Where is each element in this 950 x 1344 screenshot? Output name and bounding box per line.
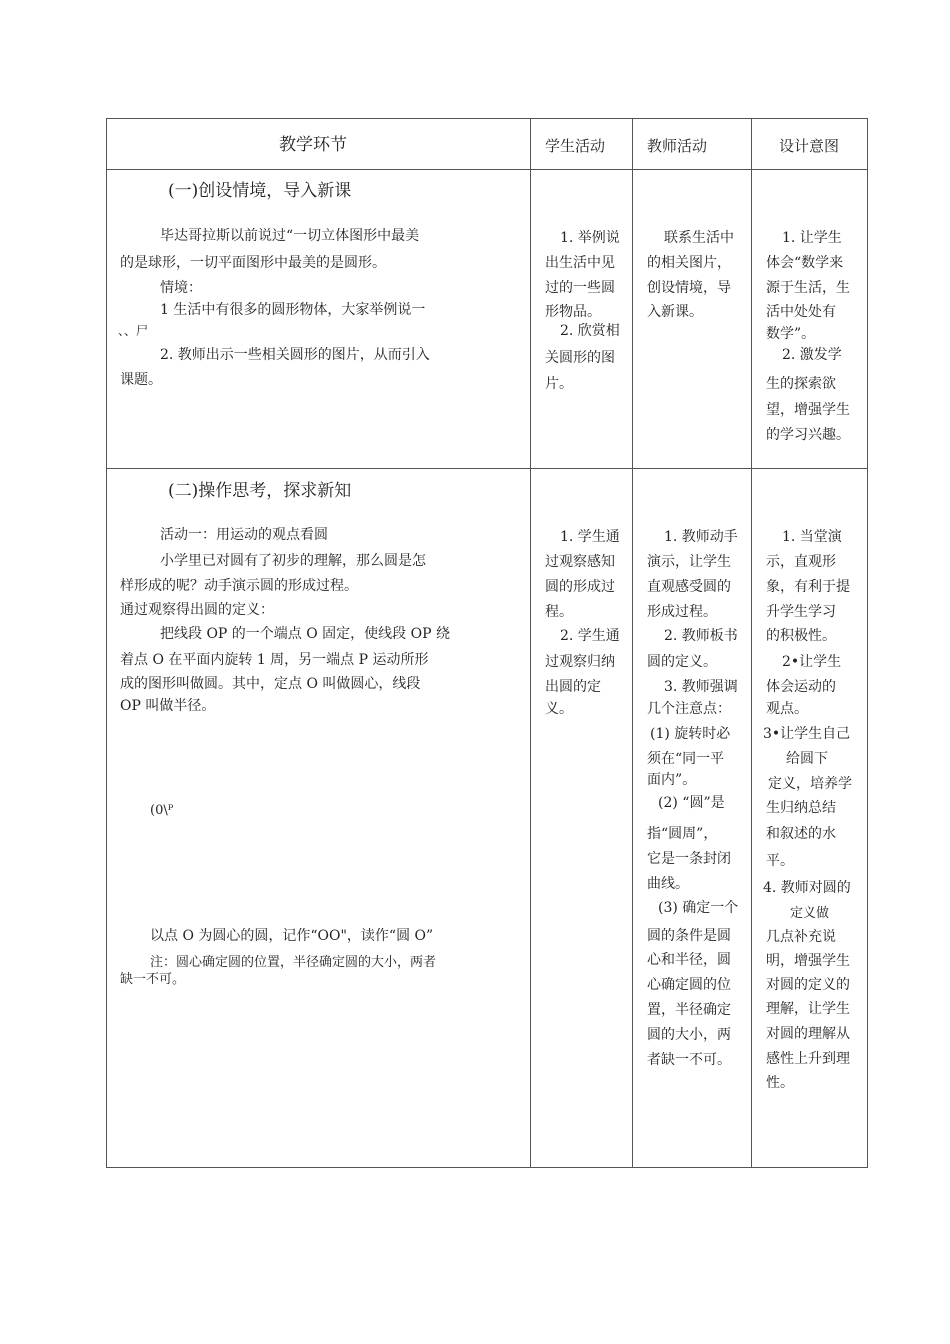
header-divider bbox=[106, 169, 868, 170]
design-intent-line: 生的探索欲 bbox=[766, 376, 836, 392]
column-divider bbox=[530, 118, 531, 1168]
student-activity-line: 1. 举例说 bbox=[560, 230, 620, 246]
body-line: 情境： bbox=[160, 280, 202, 296]
design-intent-line: 活中处处有 bbox=[766, 304, 836, 320]
body-line: 样形成的呢？动手演示圆的形成过程。 bbox=[120, 578, 358, 594]
body-line: 1 生活中有很多的圆形物体，大家举例说一 bbox=[160, 302, 426, 318]
teacher-activity-line: 直观感受圆的 bbox=[647, 579, 731, 595]
design-intent-line: 平。 bbox=[766, 853, 794, 869]
design-intent-line: 理解，让学生 bbox=[766, 1001, 850, 1017]
body-line: 活动一：用运动的观点看圆 bbox=[160, 527, 328, 543]
teacher-activity-line: 演示，让学生 bbox=[647, 554, 731, 570]
body-line: 把线段 OP 的一个端点 O 固定，使线段 OP 绕 bbox=[160, 626, 450, 642]
design-intent-line: 的学习兴趣。 bbox=[766, 427, 850, 443]
section-title: (二)操作思考，探求新知 bbox=[168, 481, 352, 501]
student-activity-line: 过观察归纳 bbox=[545, 654, 615, 670]
design-intent-line: 定义做 bbox=[790, 906, 830, 921]
student-activity-line: 过的一些圆 bbox=[545, 280, 615, 296]
teacher-activity-line: 者缺一不可。 bbox=[647, 1052, 731, 1068]
design-intent-line: 2•让学生 bbox=[782, 654, 842, 670]
design-intent-line: 几点补充说 bbox=[766, 929, 836, 945]
teacher-activity-line: 圆的大小，两 bbox=[647, 1027, 731, 1043]
student-activity-line: 圆的形成过 bbox=[545, 579, 615, 595]
design-intent-line: 数学”。 bbox=[766, 326, 816, 342]
note-line: 缺一不可。 bbox=[120, 972, 186, 987]
design-intent-line: 对圆的定义的 bbox=[766, 977, 850, 993]
row-divider bbox=[106, 468, 868, 469]
design-intent-line: 定义，培养学 bbox=[768, 776, 852, 792]
design-intent-line: 源于生活，生 bbox=[766, 280, 850, 296]
body-line: 通过观察得出圆的定义： bbox=[120, 602, 274, 618]
note-line: 注：圆心确定圆的位置，半径确定圆的大小，两者 bbox=[150, 955, 437, 970]
table-border-left bbox=[106, 118, 107, 1168]
design-intent-line: 2. 激发学 bbox=[782, 347, 842, 363]
teacher-activity-line: 1. 教师动手 bbox=[664, 529, 738, 545]
student-activity-line: 2. 欣赏相 bbox=[560, 323, 620, 339]
teacher-activity-line: 曲线。 bbox=[647, 876, 689, 892]
design-intent-line: 体会运动的 bbox=[766, 679, 836, 695]
teacher-activity-line: 2. 教师板书 bbox=[664, 628, 738, 644]
teacher-activity-line: 心和半径，圆 bbox=[647, 952, 731, 968]
design-intent-line: 望，增强学生 bbox=[766, 402, 850, 418]
header-teacher-activity: 教师活动 bbox=[647, 137, 708, 155]
teacher-activity-line: 形成过程。 bbox=[647, 604, 717, 620]
teacher-activity-line: 几个注意点： bbox=[647, 701, 731, 717]
header-design-intent: 设计意图 bbox=[779, 137, 840, 155]
column-divider bbox=[751, 118, 752, 1168]
table-border-top bbox=[106, 118, 868, 119]
design-intent-line: 观点。 bbox=[766, 701, 808, 717]
student-activity-line: 过观察感知 bbox=[545, 554, 615, 570]
design-intent-line: 1. 当堂演 bbox=[782, 529, 842, 545]
teacher-activity-line: (2) “圆”是 bbox=[658, 795, 725, 811]
student-activity-line: 形物品。 bbox=[545, 304, 601, 320]
design-intent-line: 体会“数学来 bbox=[766, 255, 844, 271]
design-intent-line: 对圆的理解从 bbox=[766, 1026, 850, 1042]
design-intent-line: 给圆下 bbox=[786, 751, 828, 767]
column-divider bbox=[632, 118, 633, 1168]
design-intent-line: 示，直观形 bbox=[766, 554, 836, 570]
teacher-activity-line: 圆的定义。 bbox=[647, 654, 717, 670]
student-activity-line: 义。 bbox=[545, 701, 573, 717]
header-student-activity: 学生活动 bbox=[545, 137, 606, 155]
design-intent-line: 性。 bbox=[766, 1075, 794, 1091]
teacher-activity-line: 指“圆周”， bbox=[647, 826, 718, 842]
design-intent-line: 明，增强学生 bbox=[766, 953, 850, 969]
teacher-activity-line: 置，半径确定 bbox=[647, 1002, 731, 1018]
body-line: 的是球形，一切平面图形中最美的是圆形。 bbox=[120, 255, 386, 271]
body-line: 着点 O 在平面内旋转 1 周，另一端点 P 运动所形 bbox=[120, 652, 429, 668]
body-line: 课题。 bbox=[120, 372, 162, 388]
design-intent-line: 象，有利于提 bbox=[766, 579, 850, 595]
design-intent-line: 4. 教师对圆的 bbox=[763, 880, 851, 896]
section-title: (一)创设情境，导入新课 bbox=[168, 181, 352, 201]
header-teaching-stage: 教学环节 bbox=[279, 135, 347, 155]
student-activity-line: 程。 bbox=[545, 604, 573, 620]
body-line: 、、尸 bbox=[118, 324, 149, 338]
student-activity-line: 关圆形的图 bbox=[545, 350, 615, 366]
teacher-activity-line: 3. 教师强调 bbox=[664, 679, 738, 695]
teacher-activity-line: (3) 确定一个 bbox=[658, 900, 739, 916]
design-intent-line: 1. 让学生 bbox=[782, 230, 842, 246]
design-intent-line: 和叙述的水 bbox=[766, 826, 836, 842]
circle-notation: 以点 O 为圆心的圆，记作“OO"，读作“圆 O” bbox=[150, 928, 434, 944]
body-line: 小学里已对圆有了初步的理解，那么圆是怎 bbox=[160, 553, 426, 569]
teacher-activity-line: 圆的条件是圆 bbox=[647, 928, 731, 944]
body-line: 2. 教师出示一些相关圆形的图片，从而引入 bbox=[160, 347, 430, 363]
design-intent-line: 的积极性。 bbox=[766, 628, 836, 644]
circle-figure-label: (0\ᴾ bbox=[150, 803, 174, 818]
teacher-activity-line: 它是一条封闭 bbox=[647, 851, 731, 867]
design-intent-line: 生归纳总结 bbox=[766, 800, 836, 816]
table-border-bottom bbox=[106, 1167, 868, 1168]
body-line: 毕达哥拉斯以前说过“一切立体图形中最美 bbox=[160, 228, 420, 244]
student-activity-line: 片。 bbox=[545, 376, 573, 392]
teacher-activity-line: (1) 旋转时必 bbox=[650, 726, 731, 742]
teacher-activity-line: 心确定圆的位 bbox=[647, 977, 731, 993]
teacher-activity-line: 须在“同一平 bbox=[647, 751, 725, 767]
teacher-activity-line: 联系生活中 bbox=[664, 230, 734, 246]
student-activity-line: 出圆的定 bbox=[545, 679, 601, 695]
teacher-activity-line: 入新课。 bbox=[647, 304, 703, 320]
teacher-activity-line: 面内”。 bbox=[647, 772, 697, 788]
teacher-activity-line: 的相关图片， bbox=[647, 255, 731, 271]
design-intent-line: 感性上升到理 bbox=[766, 1051, 850, 1067]
design-intent-line: 3•让学生自己 bbox=[763, 726, 851, 742]
student-activity-line: 1. 学生通 bbox=[560, 529, 620, 545]
body-line: OP 叫做半径。 bbox=[120, 698, 216, 714]
design-intent-line: 升学生学习 bbox=[766, 604, 836, 620]
teacher-activity-line: 创设情境，导 bbox=[647, 280, 731, 296]
student-activity-line: 出生活中见 bbox=[545, 255, 615, 271]
body-line: 成的图形叫做圆。其中，定点 O 叫做圆心，线段 bbox=[120, 676, 421, 692]
student-activity-line: 2. 学生通 bbox=[560, 628, 620, 644]
table-border-right bbox=[867, 118, 868, 1168]
